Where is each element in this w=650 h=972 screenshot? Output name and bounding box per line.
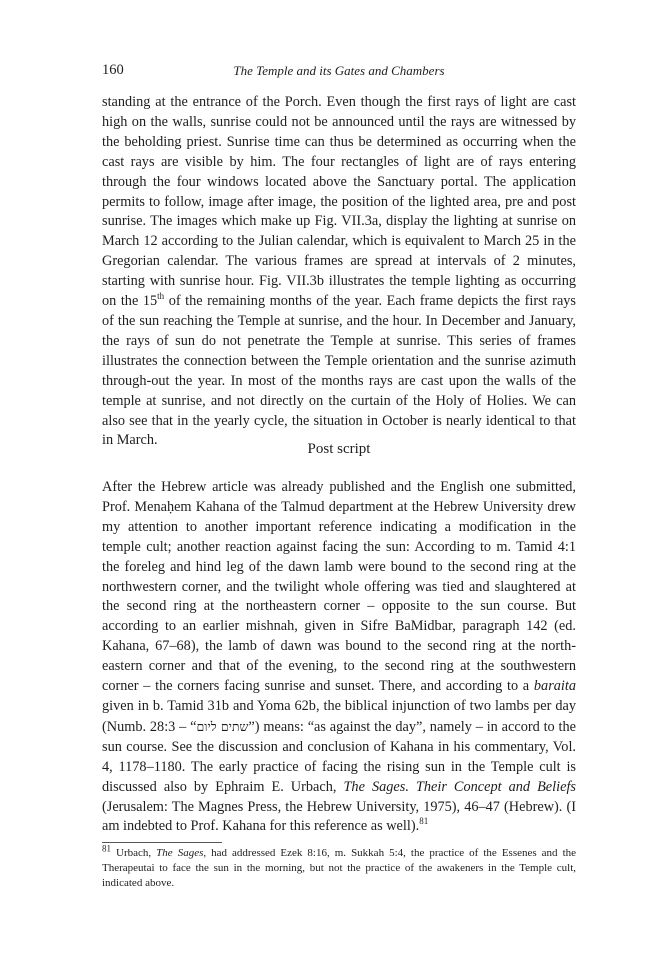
text-run: ”) means: “as against the day”, namely – in accord to the sun course. See the discussion and conclusion of Kahana in his commentary, Vol. 4, 1178–1180. The early practice of facing the rising sun in the Temple cult is discussed also by Ephraim E. Urbach,	[102, 718, 577, 795]
text-run: Urbach,	[111, 847, 157, 859]
body-paragraph-2	[102, 478, 576, 837]
italic-term: baraita	[533, 678, 576, 695]
text-run: , had addressed Ezek 8:16, m. Sukkah 5:4, the practice of the Essenes and the Therapeutai to face the sun in the morning, but not the practice of the awakeners in the Temple cult, indicated above.	[102, 847, 577, 889]
text-run: given in b. Tamid 31b and Yoma 62b, the biblical injunction of two lambs per day (Numb. 28:3 – “	[102, 697, 576, 735]
hebrew-quote: שתים ליום	[196, 718, 249, 734]
text-run: of the remaining months of the year. Each frame depicts the first rays of the sun reaching the Temple at sunrise, and the hour. In December and January, the rays of sun do not penetrate the Temple at sunrise. This series of frames illustrates the connection between the Temple orientation and the sunrise azimuth through-out the year. In most of the months rays are cast upon the walls of the temple at sunrise, and not directly on the curtain of the Holy of Holies. We can also see that in the yearly cycle, the situation in October is nearly identical to that in March.	[102, 293, 576, 449]
footnote-mark: 81	[102, 843, 111, 854]
italic-book-title: The Sages. Their Concept and Beliefs	[343, 778, 576, 795]
footnote-divider	[102, 842, 222, 843]
running-title: The Temple and its Gates and Chambers	[233, 63, 445, 78]
italic-book-title: The Sages	[156, 847, 204, 859]
ordinal-suffix: th	[157, 291, 165, 302]
text-run: standing at the entrance of the Porch. Even though the first rays of light are cast high on the walls, sunrise could not be announced until the rays are witnessed by the beholding priest. Sunrise time can thus be determined as occurring when the cast rays are visible by him. The four rectangles of light are of rays entering through the four windows located above the Sanctuary portal. The application permits to follow, image after image, the position of the lighted area, pre and post sunrise. The images which make up Fig. VII.3a, display the lighting at sunrise on March 12 according to the Julian calendar, which is equivalent to March 25 in the Gregorian calendar. The various frames are spread at intervals of 2 minutes, starting with sunrise hour. Fig. VII.3b illustrates the temple lighting as occurring on the 15	[102, 94, 576, 310]
running-header	[102, 62, 576, 82]
footnote-reference: 81	[419, 816, 429, 827]
footnote	[102, 843, 577, 890]
section-heading: Post script	[307, 441, 371, 457]
text-run: (Jerusalem: The Magnes Press, the Hebrew University, 1975), 46–47 (Hebrew). (I am indebted to Prof. Kahana for this reference as well).	[102, 798, 576, 835]
text-run: After the Hebrew article was already published and the English one submitted, Prof. Menaḥem Kahana of the Talmud department at the Hebrew University drew my attention to another important reference indicating a modification in the temple cult; another reaction against facing the sun: According to m. Tamid 4:1 the foreleg and hind leg of the dawn lamb were bound to the second ring at the northwestern corner, and the twilight whole offering was tied and slaughtered at the second ring at the northeastern corner – opposite to the sun course. But according to an earlier mishnah, given in Sifre BaMidbar, paragraph 142 (ed. Kahana, 67–68), the lamb of dawn was bound to the second ring at the north-eastern corner and that of the evening, to the second ring at the southwestern corner – the corners facing sunrise and sunset. There, and according to a	[102, 479, 576, 695]
body-paragraph-1	[102, 93, 576, 451]
page-number: 160	[102, 62, 124, 78]
